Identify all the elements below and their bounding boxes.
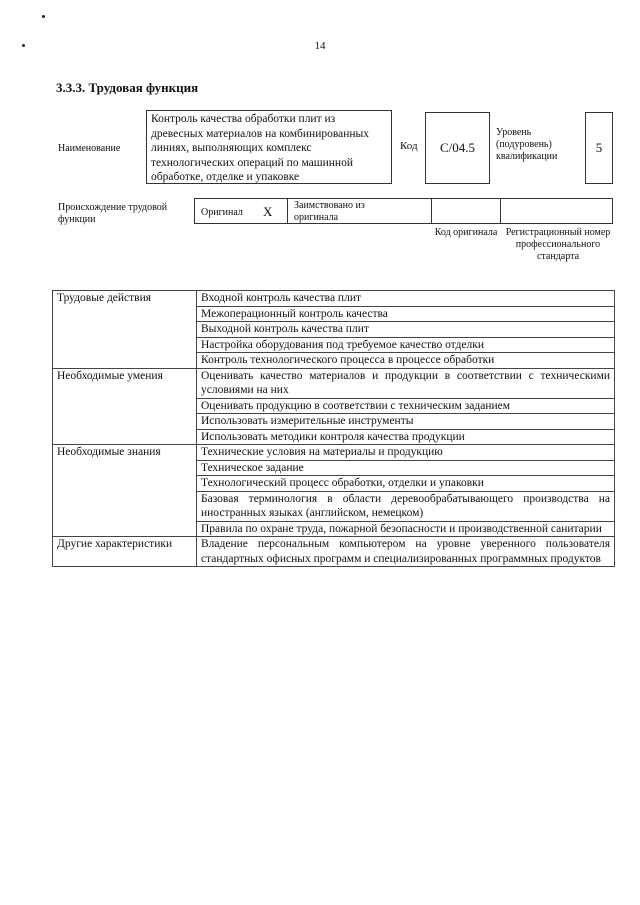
table-cell: Технические условия на материалы и продукцию bbox=[197, 445, 615, 461]
table-cell: Входной контроль качества плит bbox=[197, 291, 615, 307]
row-header: Трудовые действия bbox=[53, 291, 197, 369]
origin-original-cell bbox=[194, 198, 288, 224]
row-header: Необходимые умения bbox=[53, 368, 197, 445]
code-label: Код bbox=[400, 140, 418, 152]
table-cell: Правила по охране труда, пожарной безопасности и производственной санитарии bbox=[197, 521, 615, 537]
original-label: Оригинал bbox=[201, 207, 243, 218]
table-cell: Контроль технологического процесса в процессе обработки bbox=[197, 353, 615, 369]
page-number: 14 bbox=[314, 40, 326, 52]
table-row bbox=[53, 445, 615, 461]
reg-number-caption: Регистрационный номер профессионального стандарта bbox=[505, 227, 611, 262]
code-original-cell bbox=[431, 198, 501, 224]
table-row bbox=[53, 368, 615, 398]
row-header: Необходимые знания bbox=[53, 445, 197, 537]
original-mark: X bbox=[263, 204, 273, 219]
qualification-level: 5 bbox=[585, 112, 613, 184]
origin-borrowed-cell bbox=[287, 198, 432, 224]
row-header: Другие характеристики bbox=[53, 537, 197, 567]
code-original-caption: Код оригинала bbox=[434, 227, 498, 238]
table-cell: Базовая терминология в области деревообрабатывающего производства на иностранных языках (английском, немецком) bbox=[197, 491, 615, 521]
table-cell: Использовать методики контроля качества продукции bbox=[197, 429, 615, 445]
table-row bbox=[53, 537, 615, 567]
reg-number-cell bbox=[500, 198, 613, 224]
scan-speck bbox=[42, 15, 45, 18]
origin-label: Происхождение трудовой функции bbox=[58, 202, 168, 225]
table-cell: Использовать измерительные инструменты bbox=[197, 414, 615, 430]
table-cell: Оценивать продукцию в соответствии с техническим заданием bbox=[197, 398, 615, 414]
table-cell: Техническое задание bbox=[197, 460, 615, 476]
function-details-table bbox=[52, 290, 615, 567]
table-cell: Настройка оборудования под требуемое качество отделки bbox=[197, 337, 615, 353]
table-cell: Технологический процесс обработки, отделки и упаковки bbox=[197, 476, 615, 492]
function-code: C/04.5 bbox=[425, 112, 490, 184]
name-label: Наименование bbox=[58, 143, 121, 154]
level-label: Уровень (подуровень) квалификации bbox=[496, 127, 558, 162]
table-cell: Оценивать качество материалов и продукции в соответствии с техническими условиями на них bbox=[197, 368, 615, 398]
table-cell: Владение персональным компьютером на уровне уверенного пользователя стандартных офисных программ и специализированных программных продуктов bbox=[197, 537, 615, 567]
table-cell: Межоперационный контроль качества bbox=[197, 306, 615, 322]
section-title: 3.3.3. Трудовая функция bbox=[56, 80, 199, 95]
borrowed-label: Заимствовано из оригинала bbox=[294, 200, 365, 223]
table-cell: Выходной контроль качества плит bbox=[197, 322, 615, 338]
table-row bbox=[53, 291, 615, 307]
function-name: Контроль качества обработки плит из древесных материалов на комбинированных линиях, выполняющих комплекс технологических операций по машинной обработке, отделке и упаковке bbox=[146, 110, 392, 184]
